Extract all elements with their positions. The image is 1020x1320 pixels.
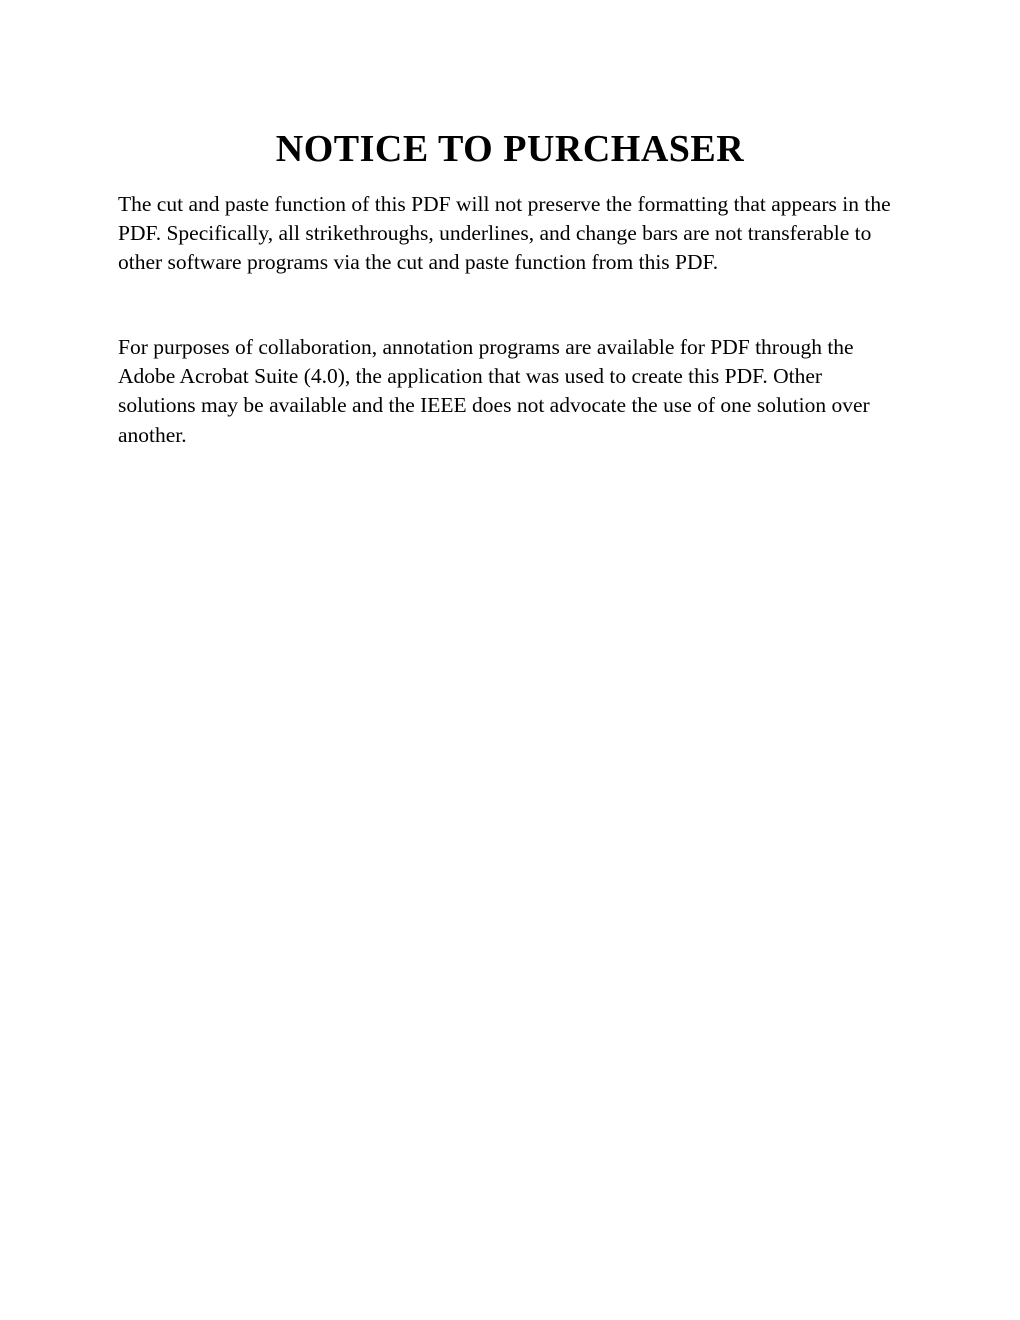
paragraph-notice-formatting [118,190,900,278]
paragraph-notice-collaboration [118,333,900,450]
page-title: NOTICE TO PURCHASER [275,128,745,171]
paragraph-text: For purposes of collaboration, annotation programs are available for PDF through the Adobe Acrobat Suite (4.0), the application that was used to create this PDF. Other solutions may be available and the IEEE does not advocate the use of one solution over another. [118,335,870,447]
paragraph-text: The cut and paste function of this PDF will not preserve the formatting that appears in the PDF. Specifically, all strikethroughs, underlines, and change bars are not transferable to other software programs via the cut and paste function from this PDF. [118,192,891,275]
